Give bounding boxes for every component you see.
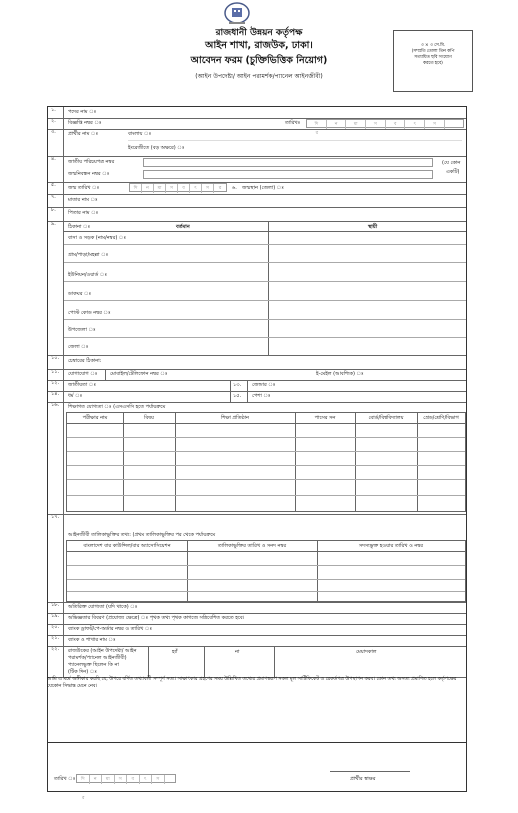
table-row[interactable] bbox=[67, 551, 465, 552]
photo-note-3: করতে হবে) bbox=[423, 61, 443, 66]
col-subject: বিষয় bbox=[144, 415, 154, 421]
col-board: বোর্ড/বিশ্ববিদ্যালয় bbox=[368, 415, 404, 421]
no-option[interactable]: না bbox=[235, 649, 240, 655]
upazila-label: উপজেলা ঃ bbox=[68, 327, 96, 333]
row-number: ৬. bbox=[232, 185, 237, 191]
divider bbox=[64, 300, 466, 301]
row-number: ৪. bbox=[48, 156, 64, 182]
column-divider bbox=[230, 380, 231, 391]
table-row[interactable] bbox=[67, 451, 465, 452]
date-box: ন bbox=[90, 775, 103, 784]
column-divider bbox=[268, 221, 269, 355]
date-box: স bbox=[366, 120, 386, 129]
form-title: আবেদন ফরম (চুক্তিভিত্তিক নিয়োগ) bbox=[190, 55, 328, 66]
org-name: রাজধানী উন্নয়ন কর্তৃপক্ষ bbox=[215, 28, 303, 38]
table-row[interactable] bbox=[67, 495, 465, 496]
row-number: ২০. bbox=[48, 624, 64, 635]
present-address-header: বর্তমান bbox=[176, 224, 190, 230]
nid-input[interactable] bbox=[143, 158, 433, 167]
panel-question: রাজউকের (আইন উপদেষ্টা/ আইন bbox=[68, 648, 137, 654]
photo-box[interactable] bbox=[393, 30, 473, 92]
post-office-label: ডাকঘর ঃ bbox=[68, 291, 92, 297]
row-number: ১৪. bbox=[48, 391, 64, 402]
row-education[interactable] bbox=[48, 402, 466, 515]
table-row[interactable] bbox=[67, 437, 465, 438]
row-number: ৩. bbox=[48, 129, 64, 156]
column-divider bbox=[204, 646, 205, 677]
footer-date-boxes[interactable] bbox=[76, 774, 176, 801]
postcode-label: পোস্ট কোড নম্বর ঃ bbox=[68, 310, 111, 316]
row-number: ১০. bbox=[48, 355, 64, 369]
date-box: স bbox=[152, 775, 165, 784]
column-divider bbox=[355, 413, 356, 511]
circular-date-label: তারিখঃ bbox=[285, 120, 301, 126]
signature-line[interactable] bbox=[330, 771, 410, 772]
panel-question: প্যানেলভুক্ত ছিলেন কি না bbox=[68, 662, 119, 668]
row-mother[interactable] bbox=[48, 194, 466, 208]
column-divider bbox=[105, 369, 106, 380]
date-box: ৎ bbox=[140, 775, 153, 784]
father-name-label: পিতার নাম ঃ bbox=[68, 210, 99, 216]
experience-label: অভিজ্ঞতার বিবরণ (প্রযোজ্য ক্ষেত্রে) ঃ পৃথক তথ্য পৃথক কাগজে সন্নিবেশিত করতে হবে। bbox=[68, 615, 245, 621]
dob-label: জন্ম তারিখ ঃ bbox=[68, 185, 100, 191]
divider bbox=[64, 337, 466, 338]
row-number: ১১. bbox=[48, 369, 64, 380]
date-box: দি bbox=[307, 120, 327, 129]
table-row[interactable] bbox=[67, 579, 465, 580]
col-enrollment-date: তালিকাভুক্তির তারিখ ও সনদ নম্বর bbox=[217, 543, 287, 549]
column-divider bbox=[123, 413, 124, 511]
column-divider bbox=[175, 413, 176, 511]
photo-size: ৩ × ৩ সে.মি. bbox=[420, 43, 446, 48]
date-box: মা bbox=[102, 775, 115, 784]
date-box: মা bbox=[154, 184, 166, 193]
branch-name: আইন শাখা, রাজউক, ঢাকা। bbox=[205, 40, 313, 51]
row-number: ১৯. bbox=[48, 613, 64, 624]
additional-qual-label: অতিরিক্ত যোগ্যতা (যদি থাকে) ঃ bbox=[68, 604, 138, 610]
birthplace-label: জন্মস্থান (জেলা) ঃ bbox=[242, 185, 284, 191]
name-bangla-label: বাংলায় ঃ bbox=[128, 131, 152, 137]
table-row[interactable] bbox=[67, 565, 465, 566]
column-divider bbox=[274, 646, 275, 677]
divider bbox=[64, 262, 466, 263]
table-row[interactable] bbox=[67, 423, 465, 424]
col-institution: শিক্ষা প্রতিষ্ঠান bbox=[220, 415, 250, 421]
village-label: গ্রাম/পাড়া/মহল্লা ঃ bbox=[68, 252, 109, 258]
date-box: ৎ bbox=[405, 120, 425, 129]
rajuk-logo-icon bbox=[220, 2, 254, 26]
date-box: দি bbox=[77, 775, 90, 784]
profession-label: পেশা ঃ bbox=[252, 393, 271, 399]
row-address[interactable] bbox=[48, 221, 466, 356]
date-box: র bbox=[82, 796, 85, 801]
row-number: ১৮. bbox=[48, 602, 64, 613]
house-road-label: বাসা ও সড়ক (নাম/নম্বর) ঃ bbox=[68, 235, 127, 241]
column-divider bbox=[247, 380, 248, 391]
row-number: ৫. bbox=[48, 182, 64, 194]
date-box: ৎ bbox=[190, 184, 202, 193]
column-divider bbox=[417, 413, 418, 511]
date-box: স bbox=[115, 775, 128, 784]
email-label: ই-মেইল (আবশ্যিক) ঃ bbox=[316, 371, 364, 377]
district-label: জেলা ঃ bbox=[68, 344, 89, 350]
column-divider bbox=[148, 646, 149, 677]
row-number: ১৭. bbox=[48, 514, 64, 602]
date-box: ন bbox=[142, 184, 154, 193]
mother-name-label: মাতার নাম ঃ bbox=[68, 197, 98, 203]
dob-boxes[interactable] bbox=[129, 183, 227, 192]
form-subtitle: (আইন উপদেষ্টা/ আইন পরামর্শক/প্যানেল আইনজীবী) bbox=[195, 73, 323, 80]
photo-note-2: সত্যায়িত ছবি সংযোগ bbox=[414, 55, 452, 60]
permanent-address-header: স্থায়ী bbox=[368, 224, 378, 230]
application-form bbox=[47, 106, 467, 743]
date-box: ব bbox=[386, 120, 406, 129]
row-nid[interactable] bbox=[48, 156, 466, 183]
row-father[interactable] bbox=[48, 207, 466, 222]
birth-reg-input[interactable] bbox=[143, 170, 433, 179]
col-membership: সদস্যভুক্ত হওয়ার তারিখ ও নম্বর bbox=[358, 543, 424, 549]
enrollment-table bbox=[66, 540, 466, 602]
divider bbox=[128, 140, 462, 141]
row-number: ১. bbox=[48, 107, 64, 118]
applicant-name-label: প্রার্থীর নাম ঃ bbox=[68, 131, 99, 137]
photo-note-1: (সম্প্রতি তোলা তিন কপি bbox=[411, 49, 455, 54]
panel-question: (টিক দিন) ঃ bbox=[68, 669, 97, 675]
col-bar-council: বাংলাদেশ বার কাউন্সিল/বার অ্যাসোসিয়েশন bbox=[83, 543, 171, 549]
column-divider bbox=[230, 391, 231, 402]
date-box: মা bbox=[346, 120, 366, 129]
divider bbox=[64, 281, 466, 282]
col-exam-name: পরীক্ষার নাম bbox=[82, 415, 108, 421]
row-number: ৭. bbox=[48, 194, 64, 207]
row-number: ৯. bbox=[48, 221, 64, 355]
yes-option[interactable]: হ্যাঁ bbox=[172, 649, 178, 655]
date-box: স bbox=[425, 120, 445, 129]
enrollment-label: আইনজীবী তালিকাভুক্তির তথ্য: (প্রথম তালিকাভুক্তির পর থেকে পর্যায়ক্রমে bbox=[68, 532, 216, 538]
birth-reg-label: জন্মনিবন্ধন নম্বর ঃ bbox=[68, 171, 110, 177]
row-chamber[interactable] bbox=[48, 355, 466, 370]
column-divider bbox=[187, 541, 188, 601]
date-box: স bbox=[166, 184, 178, 193]
nid-note: একটি) bbox=[446, 169, 460, 175]
divider bbox=[64, 319, 466, 320]
column-divider bbox=[317, 541, 318, 601]
table-row[interactable] bbox=[67, 465, 465, 466]
row-number: ৮. bbox=[48, 207, 64, 221]
row-number: ১৬. bbox=[48, 402, 64, 514]
name-english-label: ইংরেজীতে (বড় অক্ষরে) ঃ bbox=[128, 145, 185, 151]
contact-label: যোগাযোগ ঃ bbox=[68, 371, 98, 377]
date-box: স bbox=[202, 184, 214, 193]
row-enrollment[interactable] bbox=[48, 514, 466, 603]
address-label: ঠিকানা ঃ bbox=[68, 224, 91, 230]
education-table bbox=[66, 412, 466, 512]
divider bbox=[64, 244, 466, 245]
union-ward-label: ইউনিয়ন/ওয়ার্ড ঃ bbox=[68, 272, 108, 278]
col-pass-year: পাসের সন bbox=[314, 415, 336, 421]
religion-label: ধর্ম ঃ bbox=[68, 393, 83, 399]
panel-question: পরামর্শক/প্যানেল আইনজীবী) bbox=[68, 655, 127, 661]
education-label: শিক্ষাগত যোগ্যতা ঃ (এসএসসি হতে পর্যায়ক্রমে bbox=[68, 404, 166, 410]
row-number: ২. bbox=[48, 118, 64, 129]
row-applicant-name[interactable] bbox=[48, 129, 466, 157]
bank-draft-label: ব্যাংক ড্রাফট/পে-অর্ডার নম্বর ও তারিখ ঃ bbox=[68, 626, 153, 632]
column-divider bbox=[247, 391, 248, 402]
date-box: র bbox=[218, 186, 222, 191]
mobile-label: মোবাইল/টেলিফোন নম্বর ঃ bbox=[110, 371, 168, 377]
divider bbox=[64, 231, 466, 232]
date-box: ব bbox=[178, 184, 190, 193]
row-number: ১৫. bbox=[233, 393, 242, 399]
column-divider bbox=[295, 413, 296, 511]
date-box: ব bbox=[127, 775, 140, 784]
row-number: ২২. bbox=[48, 646, 64, 677]
term-label: মেয়াদকাল bbox=[356, 649, 377, 655]
post-name-label: পদের নাম ঃ bbox=[68, 109, 97, 115]
date-box: দি bbox=[130, 184, 142, 193]
declaration: আমি এ মর্মে অঙ্গীকার করছি যে, উপরে বর্ণিত তথ্যাবলী সম্পূর্ণ সত্য। সাক্ষাৎকার গ্রহণের সময় উল্লিখিত তথ্যের প্রমাণস্বরূপ সকল মূল সার্টিফিকেট ও রেকর্ডপত্র উপস্থাপন করব। কোন তথ্য অসত্য প্রমাণিত হলে কর্তৃপক্ষের যেকোন সিদ্ধান্ত মেনে নেব। bbox=[47, 677, 457, 689]
chamber-address-label: চেম্বারের ঠিকানা: bbox=[68, 358, 102, 364]
row-number: ২১. bbox=[48, 635, 64, 646]
bank-name-label: ব্যাংক ও শাখার নাম ঃ bbox=[68, 637, 116, 643]
circular-date-boxes[interactable] bbox=[306, 119, 464, 136]
table-row[interactable] bbox=[67, 591, 465, 592]
row-number: ১৩. bbox=[233, 382, 242, 388]
date-box: ন bbox=[327, 120, 347, 129]
col-grade: গ্রেড/শ্রেণি/বিভাগ bbox=[423, 415, 459, 421]
footer-date-label: তারিখ ঃ bbox=[54, 776, 76, 782]
nid-note: (যে কোন bbox=[442, 160, 461, 166]
gender-label: জেন্ডার ঃ bbox=[252, 382, 276, 388]
footer bbox=[47, 694, 467, 801]
row-previous-panel[interactable] bbox=[48, 646, 466, 678]
nationality-label: জাতীয়তা ঃ bbox=[68, 382, 96, 388]
row-number: ১২. bbox=[48, 380, 64, 391]
circular-label: বিজ্ঞপ্তি নম্বর ঃ bbox=[68, 120, 102, 126]
table-row[interactable] bbox=[67, 479, 465, 480]
signature-label: প্রার্থীর স্বাক্ষর bbox=[350, 776, 376, 782]
date-box: র bbox=[315, 131, 319, 136]
nid-label: জাতীয় পরিচয়পত্র নম্বর bbox=[68, 159, 115, 165]
